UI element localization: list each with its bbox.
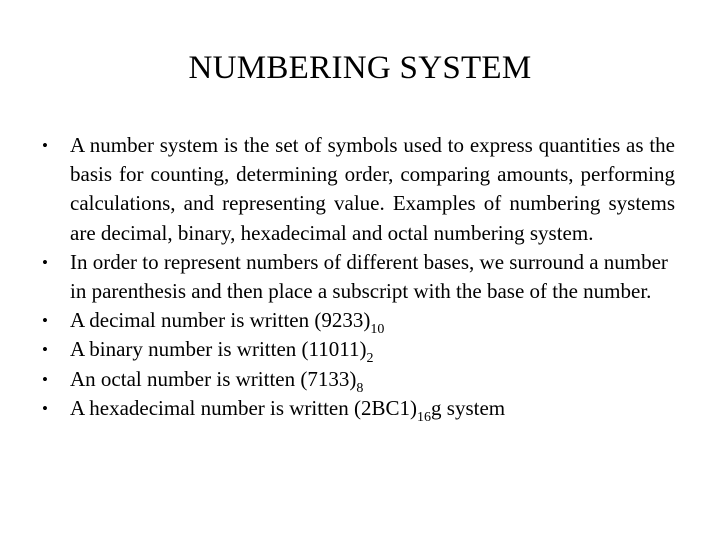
bullet-item-notation bbox=[42, 248, 675, 306]
base-subscript: 16 bbox=[417, 409, 432, 425]
bullet-text: In order to represent numbers of different bases, we surround a number in parenthesis and then place a subscript with the base of the number. bbox=[70, 249, 668, 304]
slide-title: NUMBERING SYSTEM bbox=[188, 50, 532, 86]
bullet-dot-icon: • bbox=[42, 369, 48, 389]
bullet-item-decimal bbox=[42, 306, 675, 338]
bullet-item-hexadecimal bbox=[42, 394, 675, 423]
base-subscript: 10 bbox=[370, 322, 385, 338]
bullet-item-definition bbox=[42, 131, 675, 248]
bullet-dot-icon: • bbox=[42, 398, 48, 418]
bullet-text: A number system is the set of symbols used to express quantities as the basis for counting, determining order, comparing amounts, performing calculations, and representing value. Examples of numbering systems are decimal, binary, hexadecimal and octal numbering system. bbox=[70, 133, 675, 245]
bullet-item-octal bbox=[42, 365, 675, 394]
bullet-trailing-text: g system bbox=[431, 395, 506, 420]
bullet-text: A binary number is written (11011) bbox=[70, 337, 367, 362]
bullet-dot-icon: • bbox=[42, 252, 48, 272]
bullet-text: A hexadecimal number is written (2BC1) bbox=[70, 395, 418, 420]
base-subscript: 2 bbox=[366, 351, 374, 367]
bullet-text: An octal number is written (7133) bbox=[70, 366, 357, 391]
base-subscript: 8 bbox=[356, 380, 364, 396]
bullet-item-binary bbox=[42, 335, 675, 367]
bullet-dot-icon: • bbox=[42, 136, 48, 155]
bullet-text: A decimal number is written (9233) bbox=[70, 308, 371, 333]
bullet-dot-icon: • bbox=[42, 311, 48, 331]
bullet-list bbox=[42, 131, 675, 423]
bullet-dot-icon: • bbox=[42, 340, 48, 360]
